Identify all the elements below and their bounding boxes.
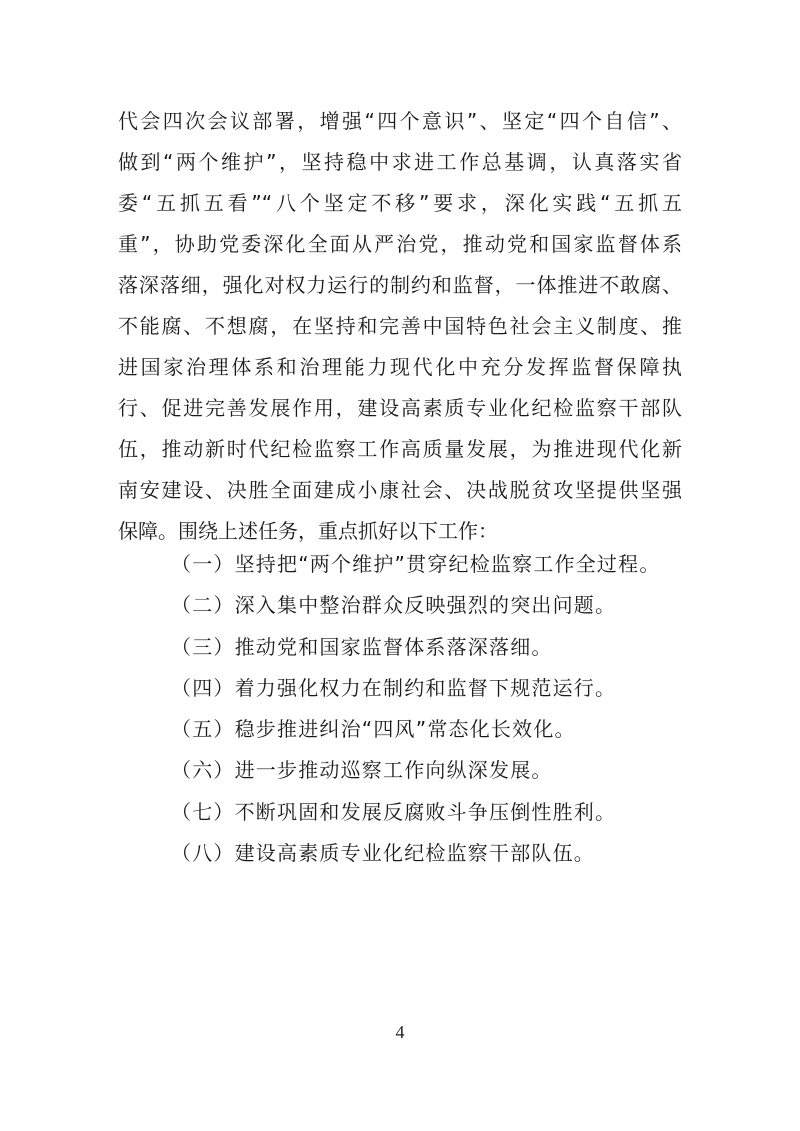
- list-item: （七）不断巩固和发展反腐败斗争压倒性胜利。: [171, 799, 617, 824]
- paragraph-line: 保障。围绕上述任务，重点抓好以下工作：: [118, 519, 498, 543]
- paragraph-line: 委“五抓五看”“八个坚定不移”要求，深化实践“五抓五: [118, 191, 682, 215]
- paragraph-line: 重”，协助党委深化全面从严治党，推动党和国家监督体系: [118, 232, 682, 256]
- paragraph-line: 代会四次会议部署，增强“四个意识”、坚定“四个自信”、: [118, 109, 682, 133]
- paragraph-line: 行、促进完善发展作用，建设高素质专业化纪检监察干部队: [118, 396, 682, 420]
- list-item: （四）着力强化权力在制约和监督下规范运行。: [171, 675, 617, 700]
- paragraph-line: 伍，推动新时代纪检监察工作高质量发展，为推进现代化新: [118, 437, 682, 461]
- paragraph-line: 不能腐、不想腐，在坚持和完善中国特色社会主义制度、推: [118, 314, 682, 338]
- paragraph-line: 落深落细，强化对权力运行的制约和监督，一体推进不敢腐、: [118, 273, 682, 297]
- body-paragraph: [118, 101, 682, 552]
- list-item: （一）坚持把“两个维护”贯穿纪检监察工作全过程。: [171, 552, 661, 576]
- list-item: （三）推动党和国家监督体系落深落细。: [171, 634, 553, 659]
- list-item: （八）建设高素质专业化纪检监察干部队伍。: [171, 841, 595, 866]
- paragraph-line: 南安建设、决胜全面建成小康社会、决战脱贫攻坚提供坚强: [118, 478, 682, 502]
- list-item: （二）深入集中整治群众反映强烈的突出问题。: [171, 593, 617, 618]
- list-item: （六）进一步推动巡察工作向纵深发展。: [171, 758, 553, 783]
- work-item-list: [171, 544, 691, 874]
- list-item: （五）稳步推进纠治“四风”常态化长效化。: [171, 717, 576, 742]
- page-number: 4: [395, 1022, 405, 1042]
- paragraph-line: 做到“两个维护”，坚持稳中求进工作总基调，认真落实省: [118, 150, 682, 174]
- paragraph-line: 进国家治理体系和治理能力现代化中充分发挥监督保障执: [118, 355, 682, 379]
